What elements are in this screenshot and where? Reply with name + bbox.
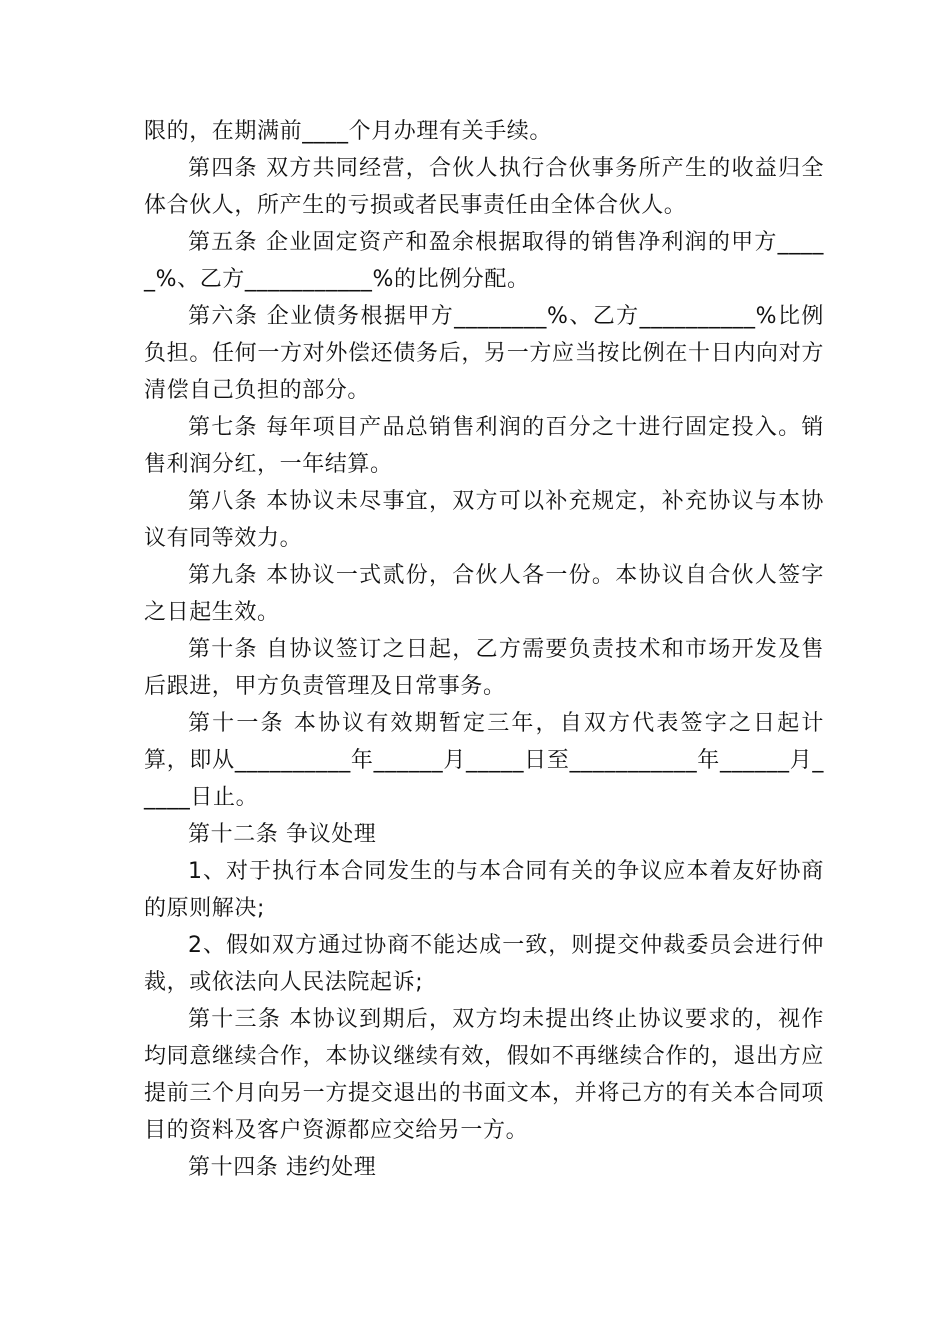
article-12-item-1: 1、对于执行本合同发生的与本合同有关的争议应本着友好协商的原则解决; (144, 859, 824, 921)
article-11: 第十一条 本协议有效期暂定三年，自双方代表签字之日起计算，即从__________年______月_____日至___________年______月_____日止。 (144, 711, 824, 810)
document-body (144, 113, 824, 1186)
article-12-item-2: 2、假如双方通过协商不能达成一致，则提交仲裁委员会进行仲裁，或依法向人民法院起诉; (144, 933, 824, 995)
paragraph-continuation: 限的，在期满前____个月办理有关手续。 (144, 119, 553, 144)
article-13: 第十三条 本协议到期后，双方均未提出终止协议要求的，视作均同意继续合作，本协议继续有效，假如不再继续合作的，退出方应提前三个月向另一方提交退出的书面文本，并将己方的有关本合同项目的资料及客户资源都应交给另一方。 (144, 1007, 824, 1143)
article-7: 第七条 每年项目产品总销售利润的百分之十进行固定投入。销售利润分红，一年结算。 (144, 415, 824, 477)
article-8: 第八条 本协议未尽事宜，双方可以补充规定，补充协议与本协议有同等效力。 (144, 489, 824, 551)
article-9: 第九条 本协议一式贰份，合伙人各一份。本协议自合伙人签字之日起生效。 (144, 563, 824, 625)
article-14-heading: 第十四条 违约处理 (188, 1155, 377, 1180)
article-10: 第十条 自协议签订之日起，乙方需要负责技术和市场开发及售后跟进，甲方负责管理及日常事务。 (144, 637, 824, 699)
article-4: 第四条 双方共同经营，合伙人执行合伙事务所产生的收益归全体合伙人，所产生的亏损或者民事责任由全体合伙人。 (144, 156, 824, 218)
article-12-heading: 第十二条 争议处理 (188, 822, 377, 847)
article-6: 第六条 企业债务根据甲方________%、乙方__________%比例负担。任何一方对外偿还债务后，另一方应当按比例在十日内向对方清偿自己负担的部分。 (144, 304, 824, 403)
article-5: 第五条 企业固定资产和盈余根据取得的销售净利润的甲方_____%、乙方___________%的比例分配。 (144, 230, 824, 292)
